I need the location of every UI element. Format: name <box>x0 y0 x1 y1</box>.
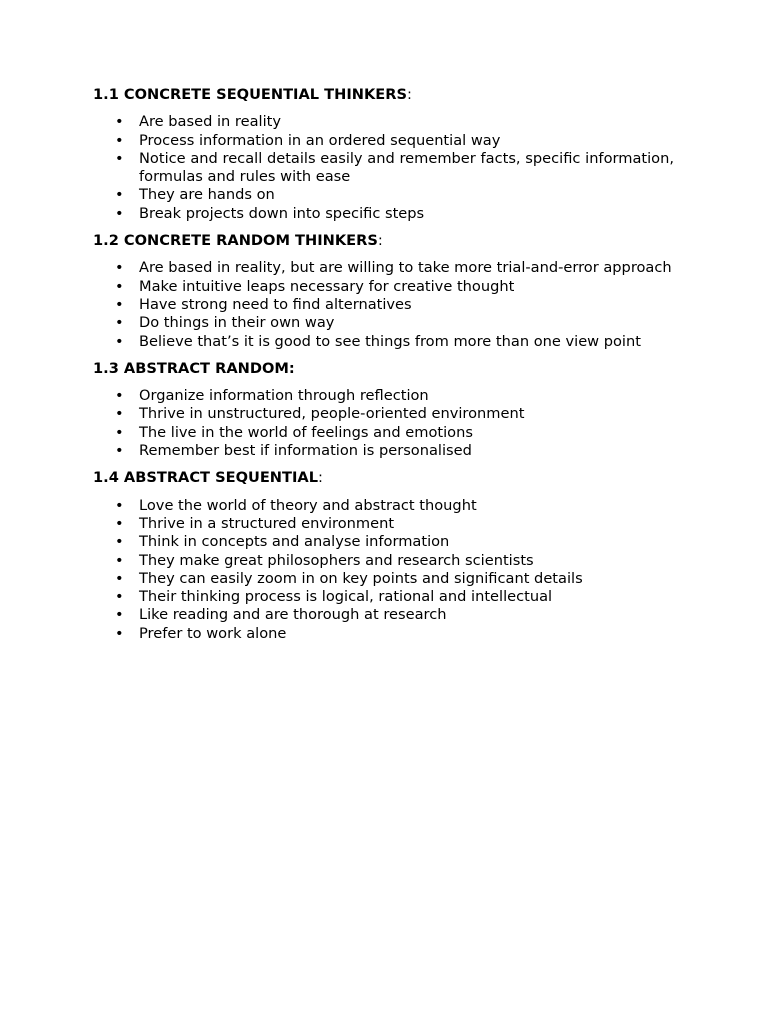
list-item-text: Do things in their own way <box>139 314 335 332</box>
list-item-text: They are hands on <box>139 186 275 204</box>
list-item <box>93 113 674 131</box>
list-item-text: Thrive in unstructured, people-oriented environment <box>139 405 525 423</box>
list-item <box>93 150 674 187</box>
bullet-list <box>93 259 674 350</box>
list-item <box>93 606 674 624</box>
list-item <box>93 442 674 460</box>
list-item <box>93 588 674 606</box>
list-item-text: Process information in an ordered sequential way <box>139 131 501 149</box>
list-item-text: Their thinking process is logical, rational and intellectual <box>139 588 553 606</box>
list-item <box>93 552 674 570</box>
bullet-icon: • <box>115 423 124 441</box>
bullet-icon: • <box>115 405 124 423</box>
list-item <box>93 296 674 314</box>
bullet-icon: • <box>115 551 124 569</box>
list-item <box>93 186 674 204</box>
bullet-icon: • <box>115 606 124 624</box>
list-item <box>93 515 674 533</box>
section-abstract-sequential <box>93 469 674 643</box>
bullet-icon: • <box>115 314 124 332</box>
list-item <box>93 424 674 442</box>
list-item <box>93 333 674 351</box>
section-concrete-sequential <box>93 86 674 223</box>
bullet-icon: • <box>115 186 124 204</box>
bullet-icon: • <box>115 387 124 405</box>
bullet-icon: • <box>115 277 124 295</box>
list-item-text: Are based in reality <box>139 113 281 131</box>
list-item-text: Think in concepts and analyse information <box>139 533 450 551</box>
list-item <box>93 387 674 405</box>
section-heading-title: 1.1 CONCRETE SEQUENTIAL THINKERS <box>93 86 408 103</box>
section-heading <box>93 86 674 104</box>
list-item <box>93 405 674 423</box>
bullet-icon: • <box>115 259 124 277</box>
section-heading-colon: : <box>407 86 412 103</box>
bullet-icon: • <box>115 295 124 313</box>
list-item <box>93 259 674 277</box>
document-page <box>93 86 674 652</box>
list-item <box>93 205 674 223</box>
bullet-icon: • <box>115 624 124 642</box>
list-item-text: Notice and recall details easily and remember facts, specific information, formulas and rules with ease <box>139 149 674 186</box>
list-item <box>93 132 674 150</box>
bullet-icon: • <box>115 569 124 587</box>
bullet-icon: • <box>115 131 124 149</box>
section-heading <box>93 469 674 487</box>
list-item-text: Love the world of theory and abstract thought <box>139 496 477 514</box>
list-item <box>93 570 674 588</box>
list-item-text: Like reading and are thorough at research <box>139 606 447 624</box>
section-abstract-random <box>93 360 674 460</box>
list-item-text: Make intuitive leaps necessary for creative thought <box>139 277 515 295</box>
list-item-text: Believe that’s it is good to see things from more than one view point <box>139 332 641 350</box>
list-item <box>93 625 674 643</box>
list-item <box>93 278 674 296</box>
bullet-icon: • <box>115 496 124 514</box>
list-item-text: Are based in reality, but are willing to take more trial-and-error approach <box>139 259 672 277</box>
section-heading-colon: : <box>318 469 323 487</box>
bullet-list <box>93 113 674 223</box>
bullet-icon: • <box>115 533 124 551</box>
bullet-icon: • <box>115 113 124 131</box>
list-item-text: They can easily zoom in on key points and significant details <box>139 569 583 587</box>
list-item-text: The live in the world of feelings and emotions <box>139 423 473 441</box>
list-item <box>93 497 674 515</box>
list-item-text: Remember best if information is personalised <box>139 442 472 460</box>
bullet-icon: • <box>115 588 124 606</box>
section-heading <box>93 360 674 378</box>
list-item-text: They make great philosophers and research scientists <box>139 551 534 569</box>
bullet-icon: • <box>115 332 124 350</box>
section-heading-colon: : <box>377 232 383 250</box>
bullet-icon: • <box>115 442 124 460</box>
list-item-text: Prefer to work alone <box>139 624 287 642</box>
list-item-text: Break projects down into specific steps <box>139 204 425 222</box>
bullet-list <box>93 497 674 643</box>
section-heading-title: 1.2 CONCRETE RANDOM THINKERS <box>93 232 378 250</box>
section-heading-title: 1.4 ABSTRACT SEQUENTIAL <box>93 469 318 487</box>
bullet-list <box>93 387 674 460</box>
list-item-text: Organize information through reflection <box>139 387 429 405</box>
bullet-icon: • <box>115 149 124 167</box>
list-item <box>93 533 674 551</box>
section-concrete-random <box>93 232 674 351</box>
bullet-icon: • <box>115 204 124 222</box>
list-item-text: Have strong need to find alternatives <box>139 295 412 313</box>
section-heading <box>93 232 674 250</box>
bullet-icon: • <box>115 514 124 532</box>
section-heading-title: 1.3 ABSTRACT RANDOM: <box>93 359 295 377</box>
list-item <box>93 314 674 332</box>
list-item-text: Thrive in a structured environment <box>139 514 395 532</box>
